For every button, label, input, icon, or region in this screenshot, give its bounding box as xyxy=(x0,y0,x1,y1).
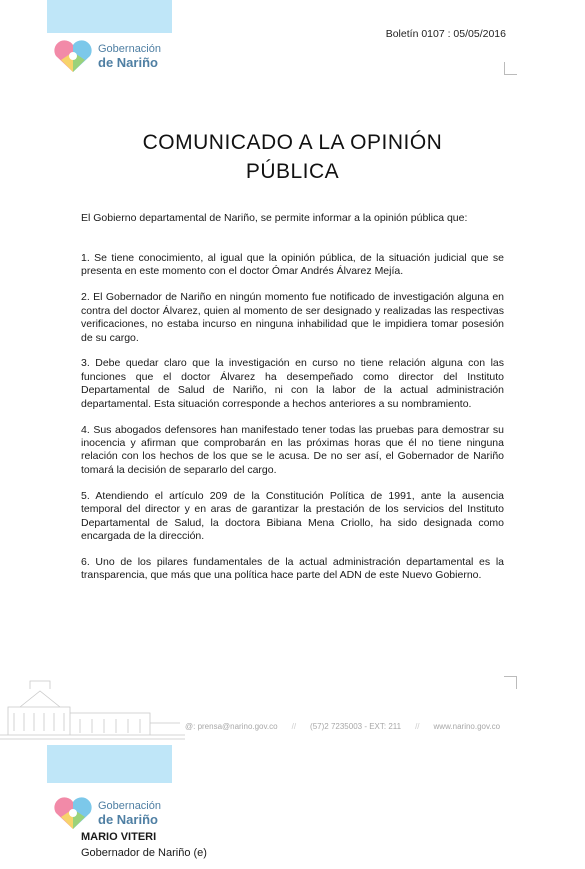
footer-website: www.narino.gov.co xyxy=(433,722,501,731)
footer-separator: // xyxy=(291,722,297,731)
heart-logo-icon xyxy=(52,795,94,831)
signatory-name: MARIO VITERI xyxy=(81,831,157,843)
footer-phone: (57)2 7235003 - EXT: 211 xyxy=(310,722,402,731)
heart-logo-icon xyxy=(52,38,94,74)
corner-mark xyxy=(504,676,517,689)
footer-color-band xyxy=(47,745,172,783)
point-3: 3. Debe quedar claro que la investigación en curso no tiene relación alguna con las funciones que el doctor Álvarez ha desempeñado como director del Instituto Departamental de Salud de Nariño, ni con la labor de la actual administración departamental. Esta situación corresponde a hechos anteriores a su nombramiento. xyxy=(81,357,504,410)
header-color-band xyxy=(47,0,172,33)
building-illustration xyxy=(0,673,185,743)
point-2: 2. El Gobernador de Nariño en ningún momento fue notificado de investigación alguna en contra del doctor Álvarez, quien al momento de ser designado y realizadas las respectivas verificaciones, no estaba incurso en ninguna inhabilidad que le impidiera tomar posesión de su cargo. xyxy=(81,291,504,344)
footer-logo xyxy=(52,795,161,831)
signatory-role: Gobernador de Nariño (e) xyxy=(81,847,207,859)
point-4: 4. Sus abogados defensores han manifestado tener todas las pruebas para demostrar su inocencia y afirman que comprobarán en las próximas horas que él no tiene ninguna relación con los hechos de los que se le acusa. De no ser así, el Gobernador de Nariño tomará la decisión de separarlo del cargo. xyxy=(81,423,504,476)
points-list xyxy=(81,252,504,595)
point-5: 5. Atendiendo el artículo 209 de la Constitución Política de 1991, ante la ausencia temporal del director y en aras de garantizar la prestación de los servicios del Instituto Departamental de Salud, la doctora Bibiana Mena Criollo, ha sido designada como encargada de la dirección. xyxy=(81,489,504,542)
logo-text-line1: Gobernación xyxy=(98,800,161,812)
footer-email: @: prensa@narino.gov.co xyxy=(185,722,278,731)
logo-text-line2: de Nariño xyxy=(98,55,158,70)
header-logo xyxy=(52,38,161,74)
bulletin-number-date: Boletín 0107 : 05/05/2016 xyxy=(385,28,506,40)
logo-text-line1: Gobernación xyxy=(98,43,161,55)
corner-mark xyxy=(504,62,517,75)
point-6: 6. Uno de los pilares fundamentales de la actual administración departamental es la transparencia, que más que una política hace parte del ADN de este Nuevo Gobierno. xyxy=(81,555,504,582)
logo-text-line2: de Nariño xyxy=(98,812,158,827)
intro-paragraph: El Gobierno departamental de Nariño, se permite informar a la opinión pública que: xyxy=(81,212,468,224)
point-1: 1. Se tiene conocimiento, al igual que la opinión pública, de la situación judicial que se presenta en este momento con el doctor Ómar Andrés Álvarez Mejía. xyxy=(81,252,504,278)
title-line2: PÚBLICA xyxy=(245,160,340,183)
title-line1: COMUNICADO A LA OPINIÓN xyxy=(142,131,443,154)
document-title xyxy=(0,128,585,186)
contact-footer xyxy=(185,722,500,731)
footer-separator: // xyxy=(415,722,420,731)
